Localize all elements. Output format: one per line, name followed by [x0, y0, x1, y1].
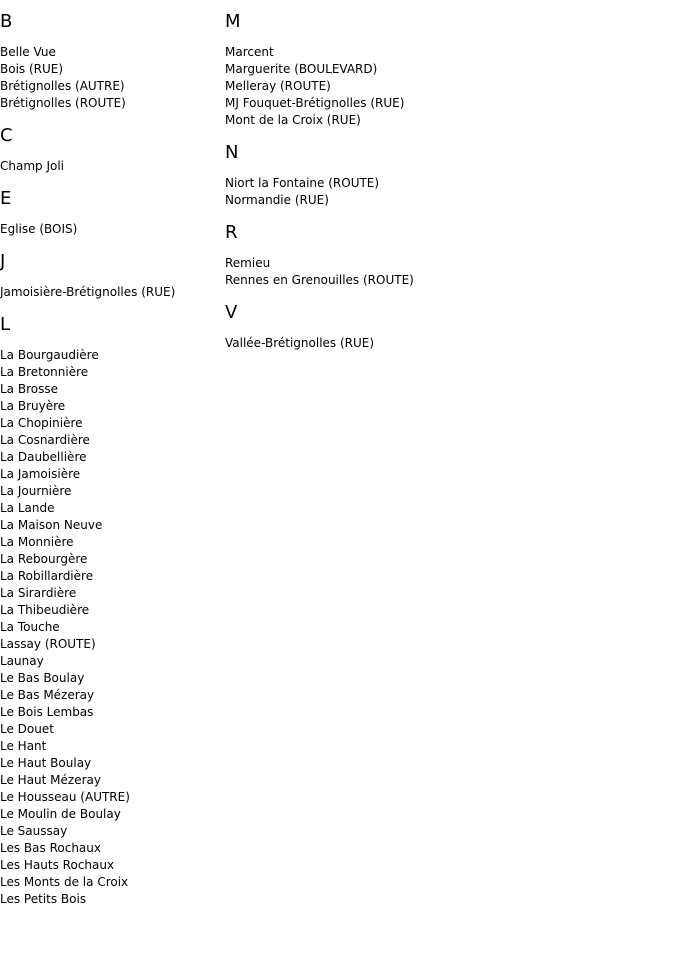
- street-item: Le Hant: [0, 739, 47, 753]
- street-item: La Touche: [0, 620, 60, 634]
- street-item: La Cosnardière: [0, 433, 90, 447]
- letter-group-c: [0, 126, 220, 175]
- street-item: Le Haut Boulay: [0, 756, 92, 770]
- street-item: La Thibeudière: [0, 603, 90, 617]
- street-item: Lassay (ROUTE): [0, 637, 96, 651]
- street-item: Jamoisière-Brétignolles (RUE): [0, 285, 176, 299]
- street-item: La Robillardière: [0, 569, 94, 583]
- street-item: Le Bas Mézeray: [0, 688, 95, 702]
- street-item: Le Douet: [0, 722, 54, 736]
- letter-heading: E: [0, 188, 12, 209]
- street-item: Rennes en Grenouilles (ROUTE): [225, 273, 414, 287]
- letter-group-j: [0, 252, 220, 301]
- street-item: La Bourgaudière: [0, 348, 99, 362]
- street-item: Le Bas Boulay: [0, 671, 85, 685]
- street-item: La Maison Neuve: [0, 518, 103, 532]
- street-list: [225, 175, 665, 209]
- street-list: [0, 158, 220, 175]
- street-item: MJ Fouquet-Brétignolles (RUE): [225, 96, 405, 110]
- street-item: La Bruyère: [0, 399, 66, 413]
- letter-group-r: [225, 223, 665, 289]
- letter-heading: R: [225, 222, 238, 243]
- street-item: La Lande: [0, 501, 55, 515]
- street-item: Les Hauts Rochaux: [0, 858, 115, 872]
- letter-heading: N: [225, 142, 239, 163]
- street-item: La Brosse: [0, 382, 58, 396]
- letter-heading: L: [0, 314, 11, 335]
- street-item: La Daubellière: [0, 450, 87, 464]
- street-list: [0, 284, 220, 301]
- letter-heading: M: [225, 11, 241, 32]
- letter-group-n: [225, 143, 665, 209]
- letter-group-b: [0, 12, 220, 112]
- street-item: Melleray (ROUTE): [225, 79, 331, 93]
- street-item: Marcent: [225, 45, 274, 59]
- street-item: Le Saussay: [0, 824, 68, 838]
- letter-group-m: [225, 12, 665, 129]
- left-column: [0, 12, 220, 922]
- letter-group-l: [0, 315, 220, 908]
- street-item: Le Haut Mézeray: [0, 773, 101, 787]
- street-list: [225, 44, 665, 129]
- street-item: La Rebourgère: [0, 552, 88, 566]
- street-item: Les Monts de la Croix: [0, 875, 129, 889]
- street-item: Launay: [0, 654, 44, 668]
- street-item: Remieu: [225, 256, 271, 270]
- street-item: Le Housseau (AUTRE): [0, 790, 130, 804]
- right-column: [225, 12, 665, 366]
- letter-group-v: [225, 303, 665, 352]
- street-item: Marguerite (BOULEVARD): [225, 62, 378, 76]
- street-item: Bois (RUE): [0, 62, 64, 76]
- street-item: Les Bas Rochaux: [0, 841, 101, 855]
- street-item: Vallée-Brétignolles (RUE): [225, 336, 375, 350]
- street-list: [225, 255, 665, 289]
- street-list: [0, 44, 220, 112]
- street-item: Champ Joli: [0, 159, 65, 173]
- street-item: Les Petits Bois: [0, 892, 87, 906]
- street-item: La Journière: [0, 484, 72, 498]
- street-item: La Jamoisière: [0, 467, 81, 481]
- letter-heading: C: [0, 125, 13, 146]
- street-item: La Sirardière: [0, 586, 77, 600]
- street-list: [0, 221, 220, 238]
- street-item: Mont de la Croix (RUE): [225, 113, 361, 127]
- street-list: [225, 335, 665, 352]
- street-item: Belle Vue: [0, 45, 56, 59]
- letter-heading: J: [0, 251, 6, 272]
- street-item: Niort la Fontaine (ROUTE): [225, 176, 380, 190]
- street-item: Brétignolles (ROUTE): [0, 96, 126, 110]
- letter-heading: V: [225, 302, 238, 323]
- street-item: Le Moulin de Boulay: [0, 807, 121, 821]
- letter-heading: B: [0, 11, 13, 32]
- street-item: Le Bois Lembas: [0, 705, 94, 719]
- street-item: La Monnière: [0, 535, 74, 549]
- street-item: Brétignolles (AUTRE): [0, 79, 125, 93]
- street-item: La Bretonnière: [0, 365, 89, 379]
- letter-group-e: [0, 189, 220, 238]
- street-item: Normandie (RUE): [225, 193, 329, 207]
- street-item: La Chopinière: [0, 416, 83, 430]
- street-item: Eglise (BOIS): [0, 222, 78, 236]
- street-list: [0, 347, 220, 908]
